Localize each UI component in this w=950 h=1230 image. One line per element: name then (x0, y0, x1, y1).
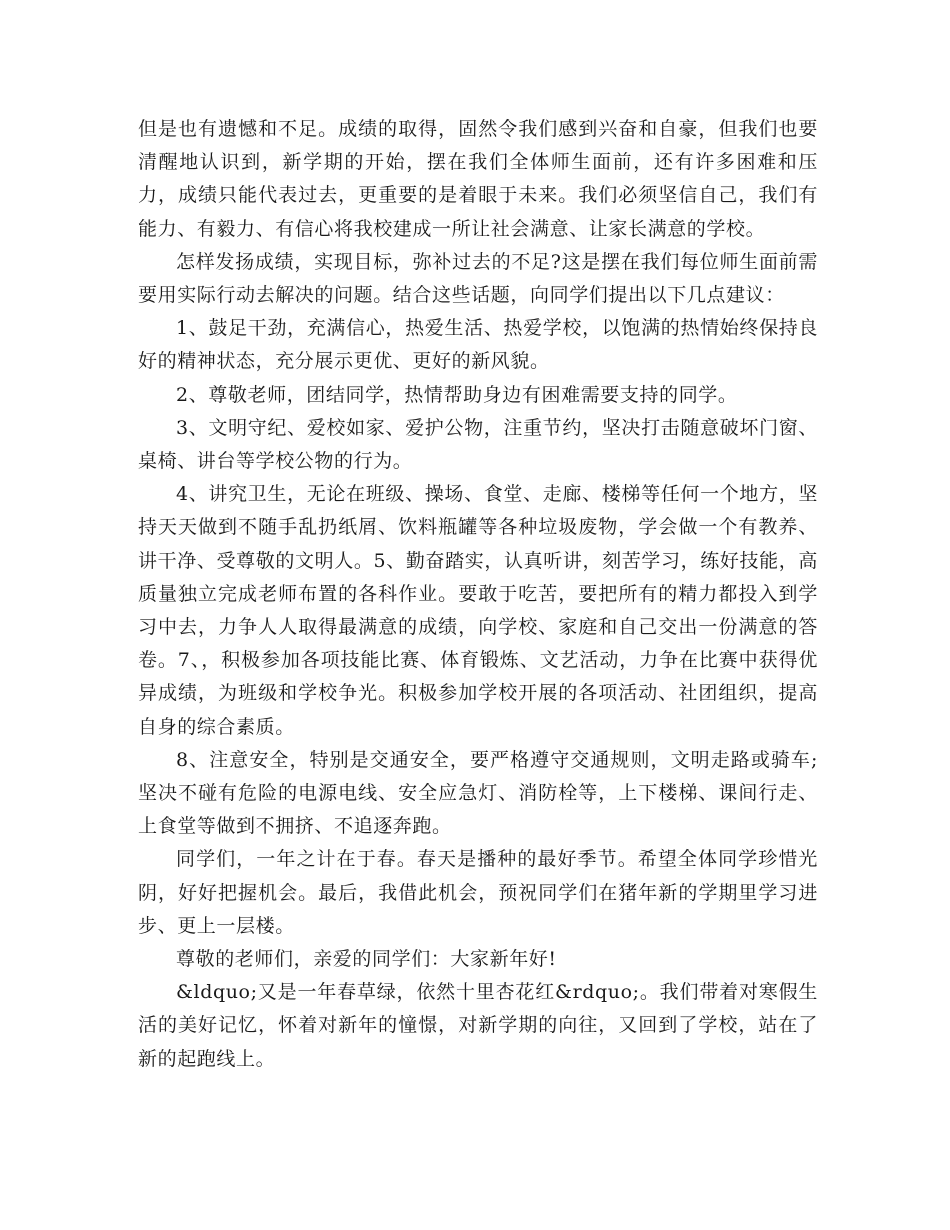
document-body (138, 113, 818, 1076)
paragraph-9: 尊敬的老师们，亲爱的同学们：大家新年好! (176, 948, 557, 971)
paragraph-1: 但是也有遗憾和不足。成绩的取得，固然令我们感到兴奋和自豪，但我们也要清醒地认识到，新学期的开始，摆在我们全体师生面前，还有许多困难和压力，成绩只能代表过去，更重要的是着眼于未来。我们必须坚信自己，我们有能力、有毅力、有信心将我校建成一所让社会满意、让家长满意的学校。 (138, 118, 818, 240)
paragraph-6: 4、讲究卫生，无论在班级、操场、食堂、走廊、楼梯等任何一个地方，坚持天天做到不随手乱扔纸屑、饮料瓶罐等各种垃圾废物，学会做一个有教养、讲干净、受尊敬的文明人。5、勤奋踏实，认真听讲，刻苦学习，练好技能，高质量独立完成老师布置的各科作业。要敢于吃苦，要把所有的精力都投入到学习中去，力争人人取得最满意的成绩，向学校、家庭和自己交出一份满意的答卷。7、，积极参加各项技能比赛、体育锻炼、文艺活动，力争在比赛中获得优异成绩，为班级和学校争光。积极参加学校开展的各项活动、社团组织，提高自身的综合素质。 (138, 483, 818, 738)
paragraph-10: &ldquo;又是一年春草绿，依然十里杏花红&rdquo;。我们带着对寒假生活的美好记忆，怀着对新年的憧憬，对新学期的向往，又回到了学校，站在了新的起跑线上。 (138, 981, 818, 1070)
paragraph-5: 3、文明守纪、爱校如家、爱护公物，注重节约，坚决打击随意破坏门窗、桌椅、讲台等学校公物的行为。 (138, 416, 818, 473)
paragraph-7: 8、注意安全，特别是交通安全，要严格遵守交通规则，文明走路或骑车;坚决不碰有危险的电源电线、安全应急灯、消防栓等，上下楼梯、课间行走、上食堂等做到不拥挤、不追逐奔跑。 (138, 748, 818, 838)
paragraph-4: 2、尊敬老师，团结同学，热情帮助身边有困难需要支持的同学。 (176, 383, 738, 406)
paragraph-8: 同学们，一年之计在于春。春天是播种的最好季节。希望全体同学珍惜光阴，好好把握机会。最后，我借此机会，预祝同学们在猪年新的学期里学习进步、更上一层楼。 (138, 848, 818, 937)
paragraph-3: 1、鼓足干劲，充满信心，热爱生活、热爱学校，以饱满的热情始终保持良好的精神状态，充分展示更优、更好的新风貌。 (138, 317, 818, 373)
paragraph-2: 怎样发扬成绩，实现目标，弥补过去的不足?这是摆在我们每位师生面前需要用实际行动去解决的问题。结合这些话题，向同学们提出以下几点建议： (138, 250, 818, 307)
